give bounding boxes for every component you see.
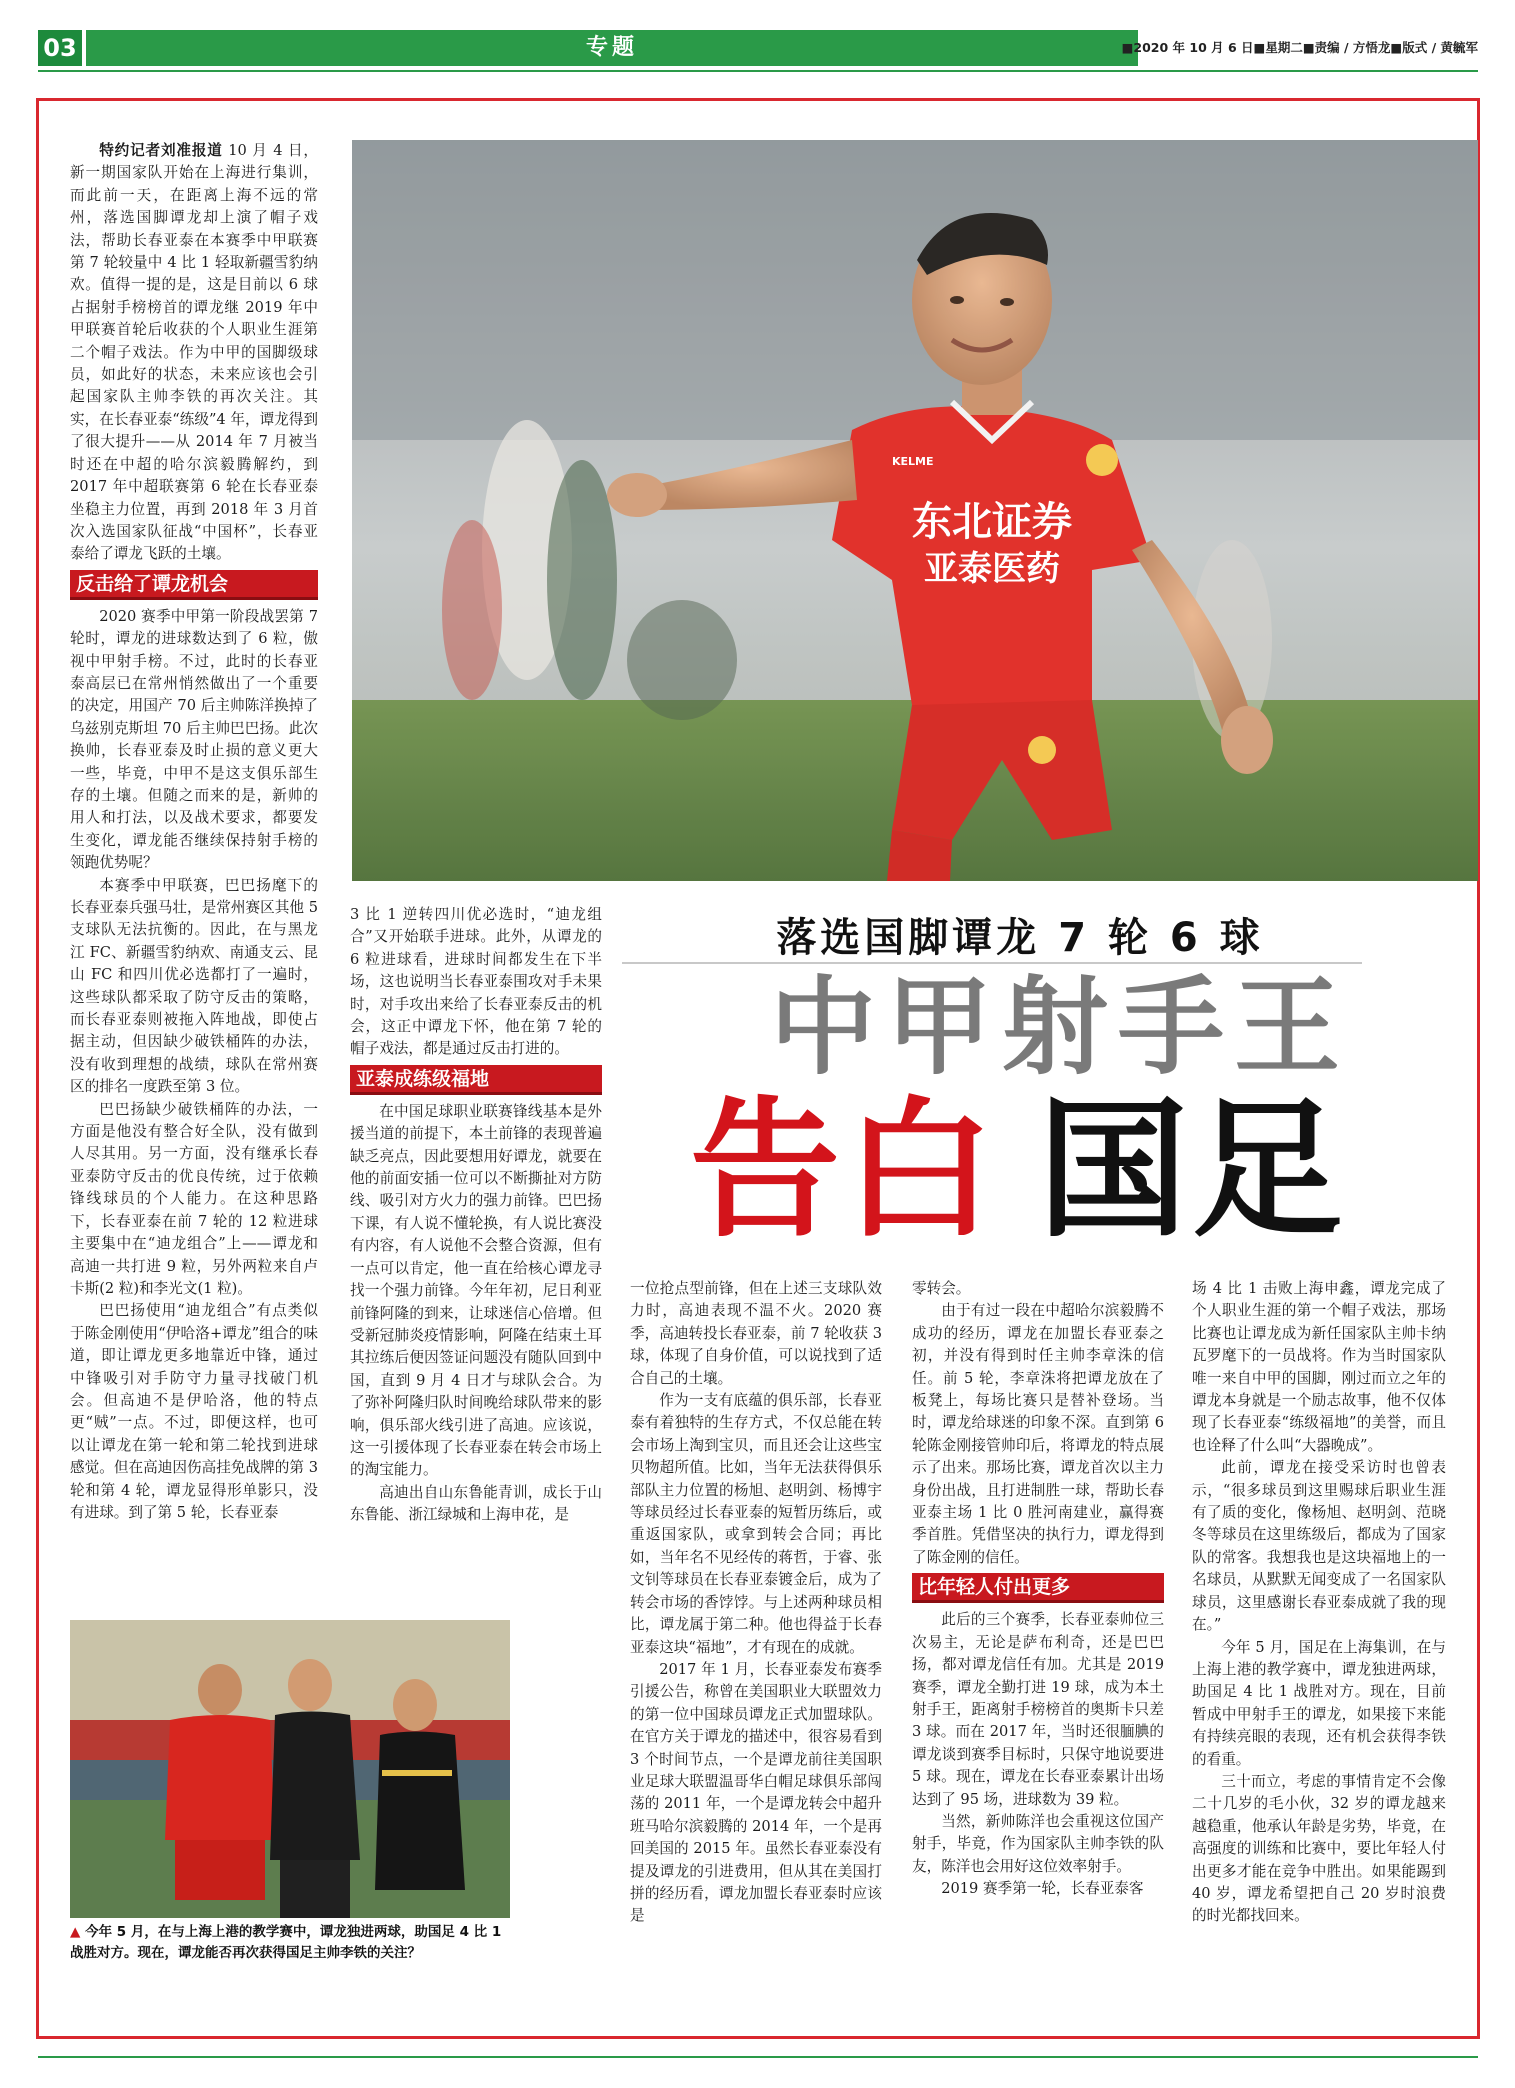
secondary-photo-handshake — [70, 1620, 510, 1918]
paragraph: 本赛季中甲联赛，巴巴扬麾下的长春亚泰兵强马壮，是常州赛区其他 5 支球队无法抗衡的。因此，在与黑龙江 FC、新疆雪豹纳欢、南通支云、昆山 FC 和四川优必选都打了一遍时，这些球队都采取了防守反击的策略，而长春亚泰则被拖入阵地战，即使占据主动，但因缺少破铁桶阵的办法，没有收到理想的战绩，球队在常州赛区的排名一度跌至第 3 位。 — [70, 876, 318, 1096]
subhead-work-harder: 比年轻人付出更多 — [912, 1573, 1164, 1603]
column-5 — [1192, 1278, 1446, 1928]
lead-text: 10 月 4 日，新一期国家队开始在上海进行集训，而此前一天，在距离上海不远的常州，落选国脚谭龙却上演了帽子戏法，帮助长春亚泰在本赛季中甲联赛第 7 轮较量中 4 比 1 轻取新疆雪豹纳欢。值得一提的是，这是目前以 6 球占据射手榜榜首的谭龙继 2019 年中甲联赛首轮后收获的个人职业生涯第二个帽子戏法。作为中甲的国脚级球员，如此好的状态，未来应该也会引起国家队主帅李铁的再次关注。其实，在长春亚泰“练级”4 年，谭龙得到了很大提升——从 2014 年 7 月被当时还在中超的哈尔滨毅腾解约，到 2017 年中超联赛第 6 轮在长春亚泰坐稳主力位置，再到 2018 年 3 月首次入选国家队征战“中国杯”，长春亚泰给了谭龙飞跃的土壤。 — [70, 142, 319, 563]
lead-paragraph — [70, 140, 318, 566]
paragraph: 此前，谭龙在接受采访时也曾表示，“很多球员到这里赐球后职业生涯有了质的变化，像杨旭、赵明剑、范晓冬等球员在这里练级后，都成为了国家队的常客。我想我也是这块福地上的一名球员，从默默无闻变成了一名国家队球员，这里感谢长春亚泰成就了我的现在。” — [1192, 1459, 1446, 1634]
section-title: 专题 — [585, 35, 638, 60]
caption-marker: ▲ — [70, 1924, 81, 1940]
paragraph: 当然，新帅陈洋也会重视这位国产射手，毕竟，作为国家队主帅李铁的队友，陈洋也会用好这位效率射手。 — [912, 1812, 1164, 1875]
headline-kicker: 落选国脚谭龙 7 轮 6 球 — [776, 915, 1264, 961]
headline-red-part: 告白 — [690, 1084, 999, 1258]
paragraph: 一位抢点型前锋，但在上述三支球队效力时，高迪表现不温不火。2020 赛季，高迪转投长春亚泰，前 7 轮收获 3 球，体现了自身价值，可以说找到了适合自己的土壤。 — [630, 1280, 882, 1387]
section-bar — [86, 30, 1138, 66]
photo-caption — [70, 1922, 510, 1964]
paragraph: 场 4 比 1 击败上海申鑫，谭龙完成了个人职业生涯的第一个帽子戏法，那场比赛也让谭龙成为新任国家队主帅卡纳瓦罗麾下的一员战将。作为当时国家队唯一来自中甲的国脚，刚过而立之年的谭龙本身就是一个励志故事，他不仅体现了长春亚泰“练级福地”的美誉，而且也诠释了什么叫“大器晚成”。 — [1192, 1280, 1446, 1454]
column-1 — [70, 140, 318, 1524]
byline: 特约记者刘准报道 — [99, 142, 223, 159]
paragraph: 此后的三个赛季，长春亚泰帅位三次易主，无论是萨布利奇，还是巴巴扬，都对谭龙信任有加。尤其是 2019 赛季，谭龙全勤打进 19 球，成为本土射手王，距离射手榜榜首的奥斯卡只差 3 球。而在 2017 年，当时还很腼腆的谭龙谈到赛季目标时，只保守地说要进 5 球。现在，谭龙在长春亚泰累计出场达到了 95 场，进球数为 39 粒。 — [912, 1611, 1164, 1808]
caption-text: 今年 5 月，在与上海上港的教学赛中，谭龙独进两球，助国足 4 比 1 战胜对方。现在，谭龙能否再次获得国足主帅李铁的关注？ — [70, 1924, 502, 1961]
paragraph: 在中国足球职业联赛锋线基本是外援当道的前提下，本土前锋的表现普遍缺乏亮点，因此要想用好谭龙，就要在他的前面安插一位可以不断撕扯对方防线、吸引对方火力的强力前锋。巴巴扬下课，有人说不懂轮换，有人说比赛没有内容，有人说他不会整合资源，但有一点可以肯定，他一直在给核心谭龙寻找一个强力前锋。今年年初，尼日利亚前锋阿隆的到来，让球迷信心倍增。但受新冠肺炎疫情影响，阿隆在结束土耳其拉练后便因签证问题没有随队回到中国，直到 9 月 4 日才与球队会合。为了弥补阿隆归队时间晚给球队带来的影响，俱乐部火线引进了高迪。应该说，这一引援体现了长春亚泰在转会市场上的淘宝能力。 — [350, 1102, 602, 1479]
paragraph: 2020 赛季中甲第一阶段战罢第 7 轮时，谭龙的进球数达到了 6 粒，傲视中甲射手榜。不过，此时的长春亚泰高层已在常州悄然做出了一个重要的决定，用国产 70 后主帅陈洋换掉了乌兹别克斯坦 70 后主帅巴巴扬。此次换帅，长春亚泰及时止损的意义更大一些，毕竟，中甲不是这支俱乐部生存的土壤。但随之而来的是，新帅的用人和打法，以及战术要求，都要发生变化，谭龙能否继续保持射手榜的领跑优势呢？ — [70, 607, 318, 872]
headline-main: 中甲射手王 — [770, 966, 1350, 1089]
column-2 — [350, 904, 602, 1527]
paragraph: 三十而立，考虑的事情肯定不会像二十几岁的毛小伙，32 岁的谭龙越来越稳重，他承认年龄是劣势，毕竟，在高强度的训练和比赛中，要比年轻人付出更多才能在竞争中胜出。如果能踢到 40 岁，谭龙希望把自己 20 岁时浪费的时光都找回来。 — [1192, 1772, 1446, 1925]
column-4 — [912, 1278, 1164, 1901]
main-photo-graphic — [352, 140, 1478, 881]
main-photo-celebration — [352, 140, 1478, 881]
issue-info: ■2020 年 10 月 6 日■星期二■责编 / 方悟龙■版式 / 黄毓军 — [1121, 40, 1478, 55]
paragraph: 2019 赛季第一轮，长春亚泰客 — [941, 1880, 1144, 1898]
jersey-sponsor-line2: 亚泰医药 — [924, 549, 1060, 589]
subhead-counterattack: 反击给了谭龙机会 — [70, 570, 318, 600]
paragraph: 巴巴扬使用“迪龙组合”有点类似于陈金刚使用“伊哈洛+谭龙”组合的味道，即让谭龙更多地靠近中锋，通过中锋吸引对手防守力量寻找破门机会。但高迪不是伊哈洛，他的特点更“贼”一点。不过，即便这样，也可以让谭龙在第一轮和第二轮找到进球感觉。但在高迪因伤高挂免战牌的第 3 轮和第 4 轮，谭龙显得形单影只，没有进球。到了第 5 轮，长春亚泰 — [70, 1302, 318, 1521]
kicker-rule — [622, 962, 1362, 964]
paragraph: 零转会。 — [912, 1280, 971, 1297]
secondary-photo-graphic — [70, 1620, 510, 1918]
headline-second-line — [690, 1086, 1410, 1256]
paragraph: 高迪出自山东鲁能青训，成长于山东鲁能、浙江绿城和上海申花，是 — [350, 1483, 602, 1524]
paragraph: 巴巴扬缺少破铁桶阵的办法，一方面是他没有整合好全队，没有做到人尽其用。另一方面，没有继承长春亚泰防守反击的优良传统，过于依赖锋线球员的个人能力。在这种思路下，长春亚泰在前 7 轮的 12 粒进球主要集中在“迪龙组合”上——谭龙和高迪一共打进 9 粒，另外两粒来自卢卡斯(2 粒)和李光文(1 粒)。 — [70, 1100, 318, 1297]
paragraph: 2017 年 1 月，长春亚泰发布赛季引援公告，称曾在美国职业大联盟效力的第一位中国球员谭龙正式加盟球队。在官方关于谭龙的描述中，很容易看到 3 个时间节点，一个是谭龙前往美国职业足球大联盟温哥华白帽足球俱乐部闯荡的 2011 年，一个是谭龙转会中超升班马哈尔滨毅腾的 2014 年，一个是再回美国的 2015 年。虽然长春亚泰没有提及谭龙的引进费用，但从其在美国打拼的经历看，谭龙加盟长春亚泰时应该是 — [630, 1660, 882, 1925]
footer-rule — [38, 2056, 1478, 2058]
page-number: 03 — [38, 30, 82, 66]
jersey-sponsor-line1: 东北证券 — [912, 499, 1072, 545]
paragraph: 今年 5 月，国足在上海集训，在与上海上港的教学赛中，谭龙独进两球，助国足 4 比 1 战胜对方。现在，目前暂成中甲射手王的谭龙，如果接下来能有持续亮眼的表现，还有机会获得李铁的看重。 — [1192, 1638, 1446, 1768]
paragraph: 3 比 1 逆转四川优必选时，“迪龙组合”又开始联手进球。此外，从谭龙的 6 粒进球看，进球时间都发生在下半场，这也说明当长春亚泰围攻对手未果时，对手攻出来给了长春亚泰反击的机会，这正中谭龙下怀，他在第 7 轮的帽子戏法，都是通过反击打进的。 — [350, 906, 602, 1058]
subhead-leveling-ground: 亚泰成练级福地 — [350, 1065, 602, 1095]
page-header — [38, 30, 1478, 66]
headline-black-part: 国足 — [1038, 1084, 1347, 1258]
paragraph: 作为一支有底蕴的俱乐部，长春亚泰有着独特的生存方式，不仅总能在转会市场上淘到宝贝，而且还会让这些宝贝物超所值。比如，当年无法获得俱乐部队主力位置的杨旭、赵明剑、杨博宇等球员经过长春亚泰的短暂历练后，或重返国家队，或拿到转会合同；再比如，当年名不见经传的蒋哲，于睿、张文钊等球员在长春亚泰镀金后，成为了转会市场的香饽饽。与上述两种球员相比，谭龙属于第二种。他也得益于长春亚泰这块“福地”，才有现在的成就。 — [630, 1392, 882, 1656]
column-3 — [630, 1278, 882, 1928]
header-rule — [38, 70, 1478, 72]
paragraph: 由于有过一段在中超哈尔滨毅腾不成功的经历，谭龙在加盟长春亚泰之初，并没有得到时任主帅李章洙的信任。前 5 轮，李章洙将把谭龙放在了板凳上，每场比赛只是替补登场。当时，谭龙给球迷的印象不深。直到第 6 轮陈金刚接管帅印后，将谭龙的特点展示了出来。那场比赛，谭龙首次以主力身份出战，且打进制胜一球，帮助长春亚泰主场 1 比 0 胜河南建业，赢得赛季首胜。凭借坚决的执行力，谭龙得到了陈金刚的信任。 — [912, 1302, 1164, 1566]
jersey-brand: KELME — [892, 455, 934, 468]
